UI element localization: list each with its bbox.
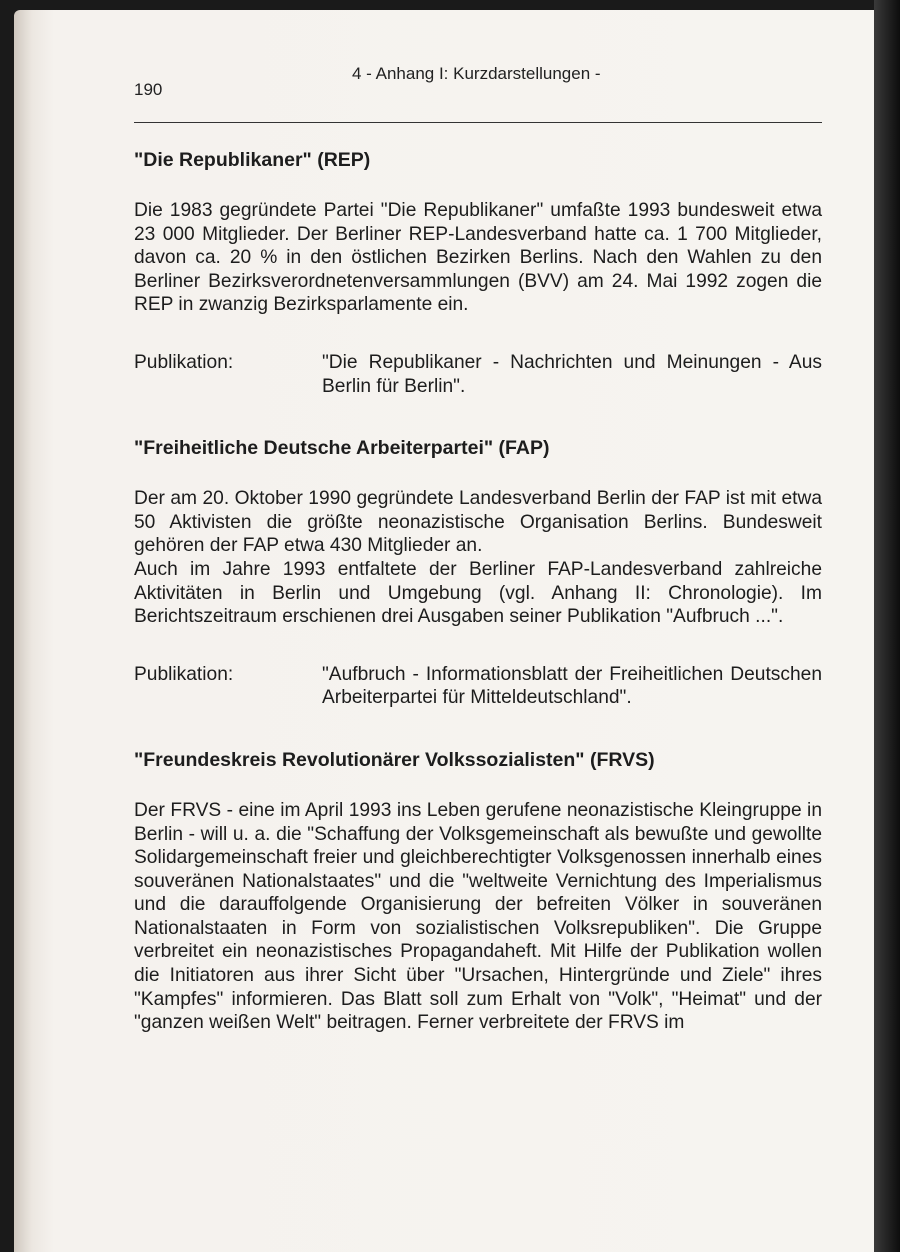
- publication-label: Publikation:: [134, 663, 234, 685]
- page-number: 190: [134, 80, 163, 99]
- publication-title: "Die Republikaner - Nachrichten und Meinungen - Aus Berlin für Berlin".: [322, 351, 822, 397]
- section-body-fap: Der am 20. Oktober 1990 gegründete Landesverband Berlin der FAP ist mit etwa 50 Aktivisten die größte neonazistische Organisation Berlins. Bundesweit gehören der FAP etwa 430 Mitglieder an.: [134, 488, 822, 557]
- publication-title: "Aufbruch - Informationsblatt der Freiheitlichen Deutschen Arbeiterpartei für Mitteldeutschland".: [322, 663, 822, 709]
- section-body-frvs: Der FRVS - eine im April 1993 ins Leben gerufene neonazistische Kleingruppe in Berlin - will u. a. die "Schaffung der Volksgemeinschaft als bewußte und gewollte Solidargemeinschaft freier und gleichberechtigter Volksgenossen innerhalb eines souveränen Nationalstaates" und die "weltweite Vernichtung des Imperialismus und die darauffolgende Organisierung der befreiten Völker in souveränen Nationalstaaten in Form von sozialistischen Volksrepubliken". Die Gruppe verbreitet ein neonazistisches Propagandaheft. Mit Hilfe der Publikation wollen die Initiatoren aus ihrer Sicht über "Ursachen, Hintergründe und Ziele" ihres "Kampfes" informieren. Das Blatt soll zum Erhalt von "Volk", "Heimat" und der "ganzen weißen Welt" beitragen. Ferner verbreitete der FRVS im: [134, 799, 822, 1034]
- header-rule: [134, 122, 822, 123]
- running-header: 4 - Anhang I: Kurzdarstellungen -: [352, 64, 601, 83]
- book-edge: [874, 0, 900, 1252]
- section-title-rep: "Die Republikaner" (REP): [134, 149, 371, 171]
- section-body-fap-2: Auch im Jahre 1993 entfaltete der Berliner FAP-Landesverband zahlreiche Aktivitäten in Berlin und Umgebung (vgl. Anhang II: Chronologie). Im Berichtszeitraum erschienen drei Ausgaben seiner Publikation "Aufbruch ...".: [134, 558, 822, 628]
- section-title-fap: "Freiheitliche Deutsche Arbeiterpartei" (FAP): [134, 437, 550, 460]
- page-content: [134, 148, 822, 1035]
- publication-fap: [134, 663, 822, 710]
- publication-label: Publikation:: [134, 351, 234, 373]
- publication-rep: [134, 351, 822, 398]
- section-body-rep: Die 1983 gegründete Partei "Die Republikaner" umfaßte 1993 bundesweit etwa 23 000 Mitglieder. Der Berliner REP-Landesverband hatte ca. 1 700 Mitglieder, davon ca. 20 % in den östlichen Bezirken Berlins. Nach den Wahlen zu den Berliner Bezirksverordnetenversammlungen (BVV) am 24. Mai 1992 zogen die REP in zwanzig Bezirksparlamente ein.: [134, 200, 822, 316]
- section-title-frvs: "Freundeskreis Revolutionärer Volkssozialisten" (FRVS): [134, 748, 655, 771]
